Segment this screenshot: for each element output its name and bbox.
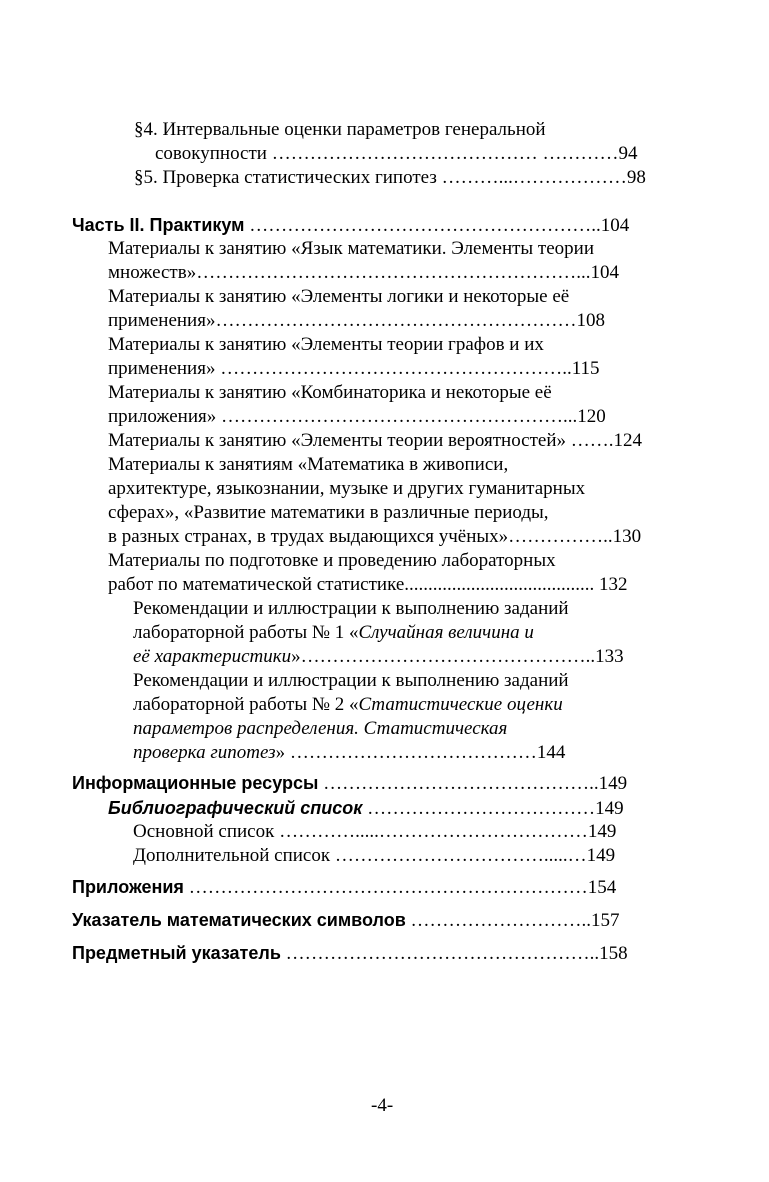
subject-heading: Предметный указатель <box>72 943 281 963</box>
lab1-prefix: лабораторной работы № 1 « <box>133 622 359 643</box>
toc-entry-m1-line2: множеств»……………………………………………………...104 <box>108 262 619 283</box>
toc-entry-m7-line1: Материалы по подготовке и проведению лабораторных <box>108 550 556 571</box>
page-number: -4- <box>371 1095 394 1116</box>
toc-entry-m3-line2: применения» ………………………………………………..115 <box>108 358 600 379</box>
toc-entry-lab2-line1: Рекомендации и иллюстрации к выполнению заданий <box>133 670 569 691</box>
toc-entry-m1-line1: Материалы к занятию «Язык математики. Элементы теории <box>108 238 595 259</box>
lab2-leader: » …………………………………144 <box>275 742 566 763</box>
toc-entry-m4-line2: приложения» ………………………………………………...120 <box>108 406 606 427</box>
toc-entry-s4-line1: §4. Интервальные оценки параметров генеральной <box>134 119 546 140</box>
toc-entry-m5: Материалы к занятию «Элементы теории вероятностей» …….124 <box>108 430 643 451</box>
info-heading: Информационные ресурсы <box>72 773 319 793</box>
toc-entry-m2-line1: Материалы к занятию «Элементы логики и некоторые её <box>108 286 570 307</box>
toc-entry-s5: §5. Проверка статистических гипотез ………...………………98 <box>134 167 646 188</box>
biblio-leader: ………………………………149 <box>362 798 624 819</box>
part2-heading: Часть II. Практикум <box>72 215 245 235</box>
lab2-title-part3: проверка гипотез <box>133 742 276 763</box>
toc-entry-m4-line1: Материалы к занятию «Комбинаторика и некоторые её <box>108 382 552 403</box>
toc-entry-s4-line2: совокупности …………………………………… …………94 <box>155 143 638 164</box>
lab1-leader: »………………………………………..133 <box>291 646 624 667</box>
appendix-leader: ………………………………………………………154 <box>183 877 617 898</box>
lab2-title-part1: Статистические оценки <box>358 694 563 715</box>
toc-entry-lab1-line2 <box>133 622 534 644</box>
toc-entry-appendix <box>72 876 616 899</box>
toc-entry-lab2-line2 <box>133 694 563 716</box>
toc-entry-m3-line1: Материалы к занятию «Элементы теории графов и их <box>108 334 544 355</box>
appendix-heading: Приложения <box>72 877 184 897</box>
toc-entry-m7-line2: работ по математической статистике........................................ 132 <box>108 574 628 595</box>
toc-entry-basic-list: Основной список ………….....……………………………149 <box>133 821 617 842</box>
part2-leader: ………………………………………………..104 <box>244 215 630 236</box>
toc-entry-part2 <box>72 214 629 237</box>
symbols-leader: ………………………..157 <box>405 910 620 931</box>
toc-entry-subject <box>72 942 628 965</box>
lab1-title-part2: её характеристики <box>133 646 292 667</box>
toc-entry-m6-line4: в разных странах, в трудах выдающихся учёных»……………..130 <box>108 526 642 547</box>
biblio-heading: Библиографический список <box>108 798 363 818</box>
lab1-title-part1: Случайная величина и <box>358 622 534 643</box>
toc-entry-m6-line1: Материалы к занятиям «Математика в живописи, <box>108 454 509 475</box>
toc-entry-biblio <box>108 797 624 820</box>
toc-entry-extra-list: Дополнительной список …………………………….....…149 <box>133 845 616 866</box>
toc-entry-lab2-line4 <box>133 742 565 764</box>
toc-entry-m6-line3: сферах», «Развитие математики в различные периоды, <box>108 502 549 523</box>
info-leader: ……………………………………..149 <box>318 773 628 794</box>
toc-entry-lab1-line1: Рекомендации и иллюстрации к выполнению заданий <box>133 598 569 619</box>
toc-entry-symbols <box>72 909 620 932</box>
toc-entry-m6-line2: архитектуре, языкознании, музыке и других гуманитарных <box>108 478 586 499</box>
subject-leader: …………………………………………..158 <box>280 943 628 964</box>
toc-entry-info <box>72 772 627 795</box>
toc-entry-lab1-line3 <box>133 646 624 668</box>
toc-entry-m2-line2: применения»…………………………………………………108 <box>108 310 605 331</box>
lab2-prefix: лабораторной работы № 2 « <box>133 694 359 715</box>
toc-entry-lab2-line3: параметров распределения. Статистическая <box>133 718 508 739</box>
symbols-heading: Указатель математических символов <box>72 910 406 930</box>
